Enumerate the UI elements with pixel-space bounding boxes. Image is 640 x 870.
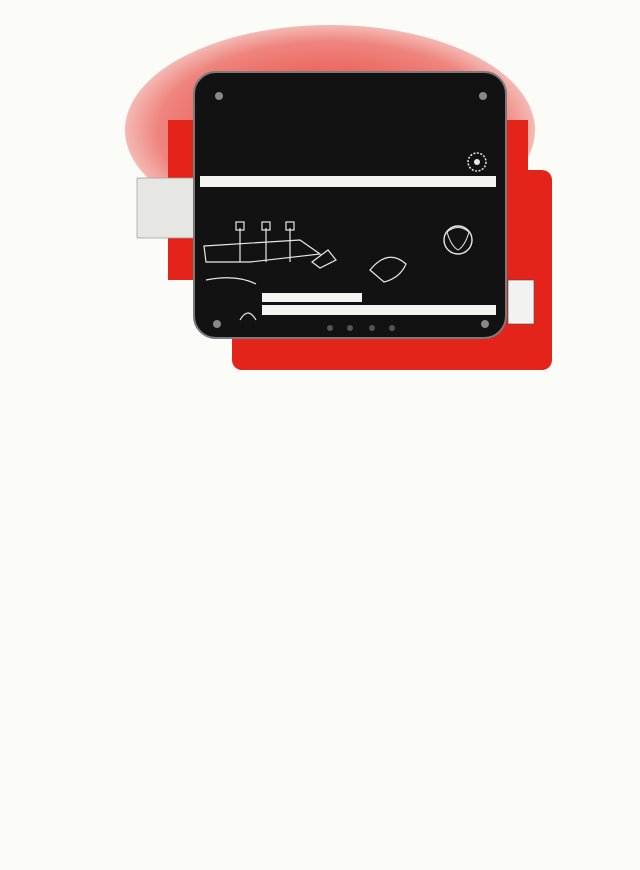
top-scale-strip xyxy=(200,176,496,187)
calculator-figure xyxy=(0,0,640,375)
screw-icon xyxy=(479,92,487,100)
screw-icon xyxy=(215,92,223,100)
right-bracket xyxy=(508,280,534,324)
section-precision-body xyxy=(113,469,553,476)
screw-icon xyxy=(213,320,221,328)
bottom-scale-strip xyxy=(262,305,496,315)
small-scale-strip xyxy=(262,293,362,302)
screw-icon xyxy=(481,320,489,328)
slide-tab xyxy=(137,178,197,238)
